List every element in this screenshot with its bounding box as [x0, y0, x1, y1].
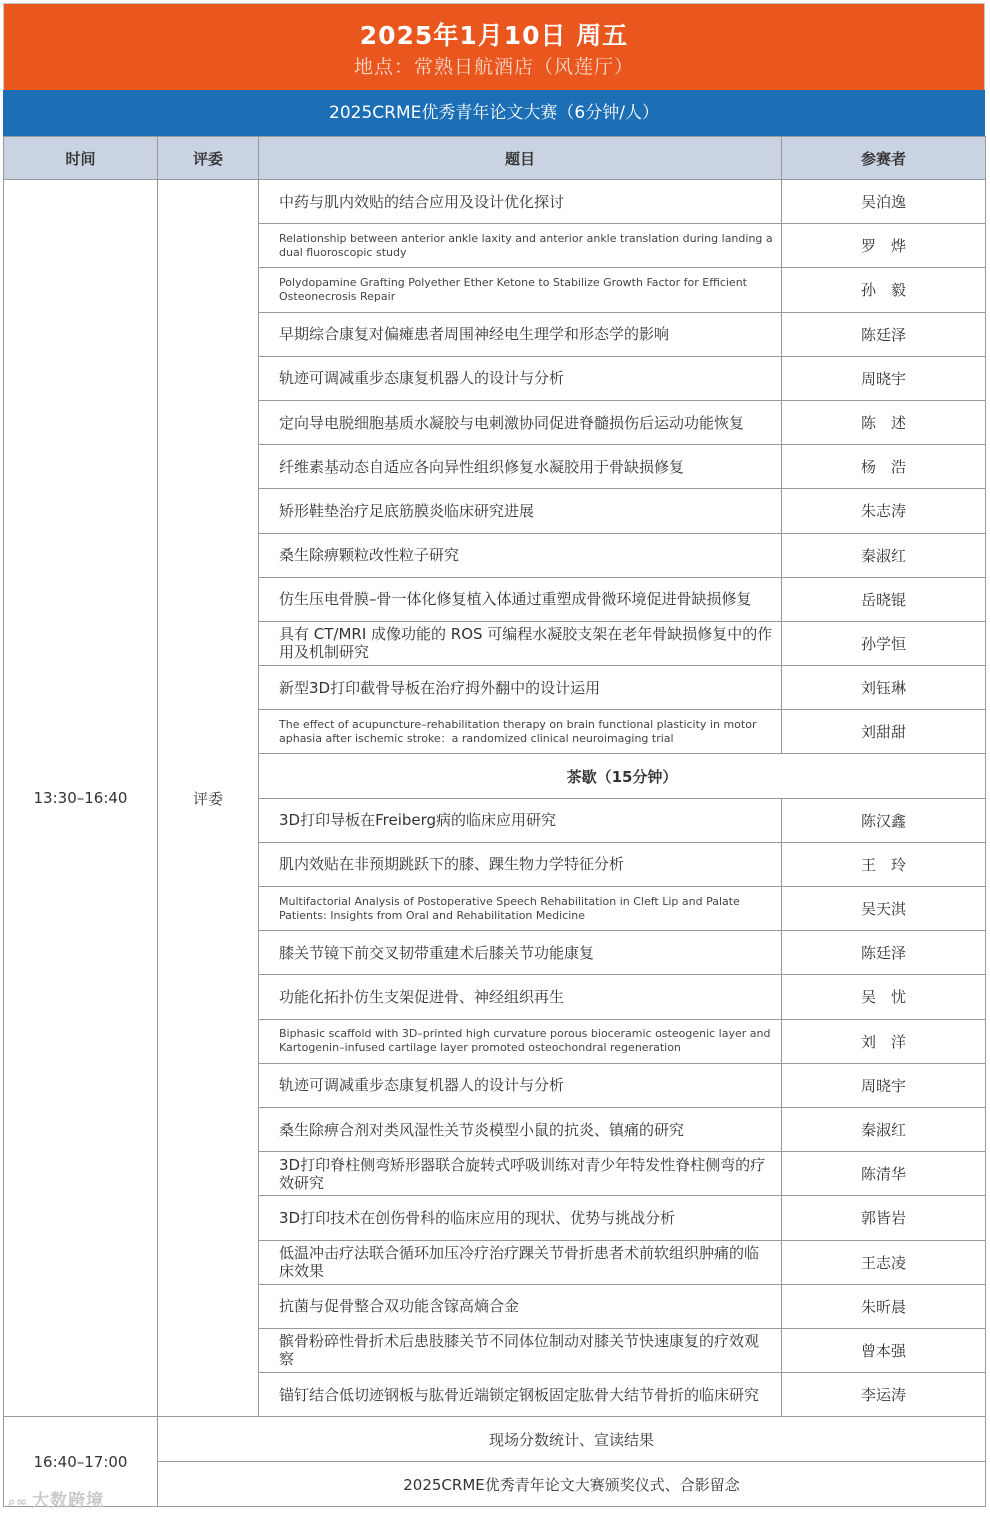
- event-date: 2025年1月10日 周五: [359, 21, 629, 50]
- participant-name: 刘甜甜: [782, 710, 986, 754]
- paper-title: 中药与肌内效贴的结合应用及设计优化探讨: [259, 180, 782, 224]
- participant-name: 孙学恒: [782, 621, 986, 665]
- closing-row: [4, 1417, 986, 1462]
- participant-name: 岳晓锟: [782, 577, 986, 621]
- participant-name: 陈廷泽: [782, 312, 986, 356]
- paper-title: 功能化拓扑仿生支架促进骨、神经组织再生: [259, 975, 782, 1019]
- participant-name: 朱志涛: [782, 489, 986, 533]
- participant-name: 秦淑红: [782, 533, 986, 577]
- closing-item: 现场分数统计、宣读结果: [158, 1417, 986, 1462]
- participant-name: 罗 烨: [782, 224, 986, 268]
- table-header-row: [4, 137, 986, 180]
- paper-title: 轨迹可调减重步态康复机器人的设计与分析: [259, 1063, 782, 1107]
- paper-title: 膝关节镜下前交叉韧带重建术后膝关节功能康复: [259, 931, 782, 975]
- schedule-sheet: [3, 3, 985, 1507]
- paper-title: Relationship between anterior ankle laxity and anterior ankle translation during landing a dual fluoroscopic study: [259, 224, 782, 268]
- column-header-judge: 评委: [158, 137, 259, 180]
- participant-name: 吴 忧: [782, 975, 986, 1019]
- paper-title: 肌内效贴在非预期跳跃下的膝、踝生物力学特征分析: [259, 842, 782, 886]
- participant-name: 周晓宇: [782, 1063, 986, 1107]
- paper-title: 桑生除痹合剂对类风湿性关节炎模型小鼠的抗炎、镇痛的研究: [259, 1107, 782, 1151]
- participant-name: 王志凌: [782, 1240, 986, 1284]
- paper-title: 新型3D打印截骨导板在治疗拇外翻中的设计运用: [259, 666, 782, 710]
- participant-name: 曾本强: [782, 1328, 986, 1372]
- table-row: [4, 180, 986, 224]
- paper-title: Polydopamine Grafting Polyether Ether Ketone to Stabilize Growth Factor for Efficient Osteonecrosis Repair: [259, 268, 782, 312]
- paper-title: 仿生压电骨膜–骨一体化修复植入体通过重塑成骨微环境促进骨缺损修复: [259, 577, 782, 621]
- paper-title: 3D打印脊柱侧弯矫形器联合旋转式呼吸训练对青少年特发性脊柱侧弯的疗效研究: [259, 1152, 782, 1196]
- column-header-title: 题目: [259, 137, 782, 180]
- participant-name: 刘钰琳: [782, 666, 986, 710]
- session-title: 2025CRME优秀青年论文大赛（6分钟/人）: [3, 90, 985, 136]
- paper-title: 早期综合康复对偏瘫患者周围神经电生理学和形态学的影响: [259, 312, 782, 356]
- paper-title: 3D打印导板在Freiberg病的临床应用研究: [259, 798, 782, 842]
- column-header-participant: 参赛者: [782, 137, 986, 180]
- schedule-table: [3, 136, 986, 1507]
- tea-break: 茶歇（15分钟）: [259, 754, 986, 798]
- participant-name: 周晓宇: [782, 356, 986, 400]
- session-block-2: [4, 1417, 986, 1507]
- paper-title: Multifactorial Analysis of Postoperative Speech Rehabilitation in Cleft Lip and Palate Patients: Insights from Oral and Rehabilitation Medicine: [259, 887, 782, 931]
- closing-item: 2025CRME优秀青年论文大赛颁奖仪式、合影留念: [158, 1462, 986, 1507]
- session-block-1: [4, 180, 986, 1417]
- paper-title: 纤维素基动态自适应各向异性组织修复水凝胶用于骨缺损修复: [259, 445, 782, 489]
- column-header-time: 时间: [4, 137, 158, 180]
- participant-name: 孙 毅: [782, 268, 986, 312]
- paper-title: Biphasic scaffold with 3D–printed high curvature porous bioceramic osteogenic layer and Kartogenin–infused cartilage layer promoted osteochondral regeneration: [259, 1019, 782, 1063]
- watermark-text: 大数跨境: [32, 1491, 105, 1511]
- paper-title: 桑生除痹颗粒改性粒子研究: [259, 533, 782, 577]
- participant-name: 吴泊逸: [782, 180, 986, 224]
- paper-title: 具有 CT/MRI 成像功能的 ROS 可编程水凝胶支架在老年骨缺损修复中的作用及机制研究: [259, 621, 782, 665]
- participant-name: 陈清华: [782, 1152, 986, 1196]
- paper-title: 矫形鞋垫治疗足底筋膜炎临床研究进展: [259, 489, 782, 533]
- participant-name: 郭皆岩: [782, 1196, 986, 1240]
- date-banner: [3, 3, 985, 90]
- participant-name: 朱昕晨: [782, 1284, 986, 1328]
- tag-icon: ⌕∞: [8, 1495, 29, 1510]
- paper-title: 3D打印技术在创伤骨科的临床应用的现状、优势与挑战分析: [259, 1196, 782, 1240]
- participant-name: 杨 浩: [782, 445, 986, 489]
- paper-title: 抗菌与促骨整合双功能含镓高熵合金: [259, 1284, 782, 1328]
- watermark-logo: [8, 1486, 138, 1514]
- time-slot: 16:40–17:00: [4, 1417, 158, 1507]
- participant-name: 刘 洋: [782, 1019, 986, 1063]
- paper-title: The effect of acupuncture–rehabilitation therapy on brain functional plasticity in motor aphasia after ischemic stroke：a randomized clinical neuroimaging trial: [259, 710, 782, 754]
- participant-name: 陈 述: [782, 400, 986, 444]
- paper-title: 定向导电脱细胞基质水凝胶与电刺激协同促进脊髓损伤后运动功能恢复: [259, 400, 782, 444]
- paper-title: 锚钉结合低切迹钢板与肱骨近端锁定钢板固定肱骨大结节骨折的临床研究: [259, 1373, 782, 1417]
- paper-title: 低温冲击疗法联合循环加压冷疗治疗踝关节骨折患者术前软组织肿痛的临床效果: [259, 1240, 782, 1284]
- event-venue: 地点：常熟日航酒店（风莲厅）: [353, 56, 634, 78]
- paper-title: 髌骨粉碎性骨折术后患肢膝关节不同体位制动对膝关节快速康复的疗效观察: [259, 1328, 782, 1372]
- participant-name: 陈廷泽: [782, 931, 986, 975]
- judge-cell: 评委: [158, 180, 259, 1417]
- time-slot: 13:30–16:40: [4, 180, 158, 1417]
- participant-name: 陈汉鑫: [782, 798, 986, 842]
- paper-title: 轨迹可调减重步态康复机器人的设计与分析: [259, 356, 782, 400]
- participant-name: 李运涛: [782, 1373, 986, 1417]
- participant-name: 吴天淇: [782, 887, 986, 931]
- participant-name: 王 玲: [782, 842, 986, 886]
- participant-name: 秦淑红: [782, 1107, 986, 1151]
